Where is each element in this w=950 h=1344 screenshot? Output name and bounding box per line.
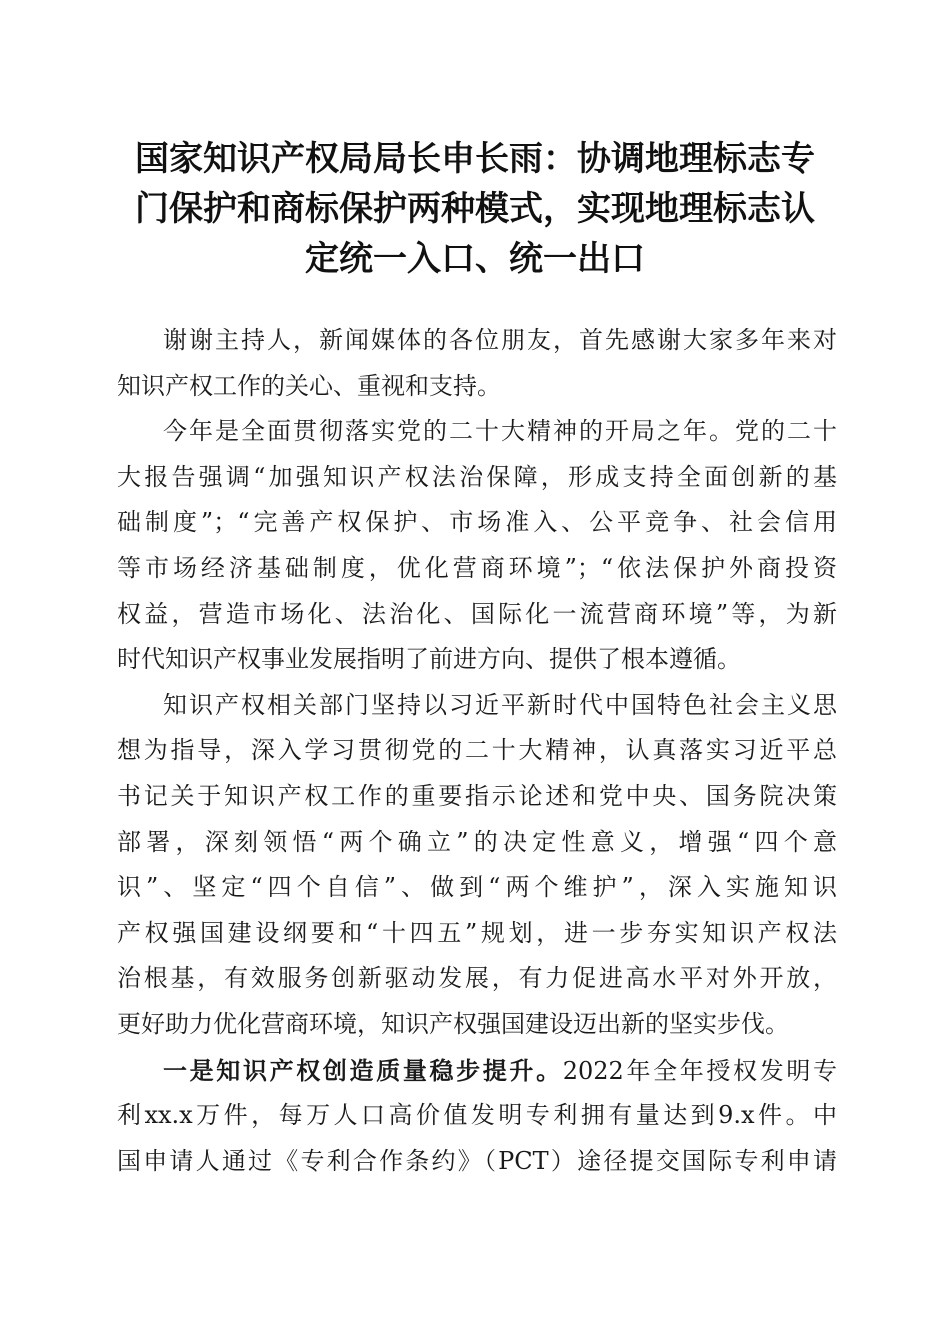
paragraph-line: 书记关于知识产权工作的重要指示论述和党中央、国务院决策: [117, 781, 837, 810]
paragraph-line: 时代知识产权事业发展指明了前进方向、提供了根本遵循。: [117, 645, 741, 674]
paragraph-line: 大报告强调“加强知识产权法治保障，形成支持全面创新的基: [117, 462, 837, 491]
paragraph-line: 识”、坚定“四个自信”、做到“两个维护”，深入实施知识: [117, 873, 837, 902]
paragraph-line: 产权强国建设纲要和“十四五”规划，进一步夯实知识产权法: [117, 918, 837, 947]
paragraph-line: 谢谢主持人，新闻媒体的各位朋友，首先感谢大家多年来对: [163, 326, 837, 354]
paragraph-line: 更好助力优化营商环境，知识产权强国建设迈出新的坚实步伐。: [117, 1009, 789, 1038]
paragraph-line: 等市场经济基础制度，优化营商环境”；“依法保护外商投资: [117, 553, 837, 582]
paragraph-line: 知识产权工作的关心、重视和支持。: [117, 371, 501, 400]
paragraph-line: 利xx.x万件，每万人口高价值发明专利拥有量达到9.x件。中: [117, 1101, 837, 1130]
paragraph-line: 础制度”；“完善产权保护、市场准入、公平竞争、社会信用: [117, 508, 837, 537]
document-title: [118, 134, 832, 284]
paragraph-line: 权益，营造市场化、法治化、国际化一流营商环境”等，为新: [117, 599, 837, 628]
title-line: 国家知识产权局局长申长雨：协调地理标志专: [135, 139, 815, 179]
paragraph-line: 治根基，有效服务创新驱动发展，有力促进高水平对外开放，: [117, 964, 837, 993]
paragraph-lead-rest: 2022年全年授权发明专: [562, 1056, 838, 1085]
paragraph-line: 想为指导，深入学习贯彻党的二十大精神，认真落实习近平总: [117, 736, 837, 765]
paragraph-line: 今年是全面贯彻落实党的二十大精神的开局之年。党的二十: [163, 417, 837, 446]
paragraph-line: [117, 1048, 837, 1094]
title-line: 定统一入口、统一出口: [305, 239, 645, 279]
document-body: [117, 318, 837, 1184]
paragraph-line: 国申请人通过《专利合作条约》（PCT）途径提交国际专利申请: [117, 1146, 837, 1175]
paragraph-lead-bold: 一是知识产权创造质量稳步提升。: [163, 1055, 563, 1085]
title-line: 门保护和商标保护两种模式，实现地理标志认: [135, 189, 815, 229]
paragraph-line: 知识产权相关部门坚持以习近平新时代中国特色社会主义思: [163, 690, 837, 719]
paragraph-line: 部署，深刻领悟“两个确立”的决定性意义，增强“四个意: [117, 827, 837, 856]
